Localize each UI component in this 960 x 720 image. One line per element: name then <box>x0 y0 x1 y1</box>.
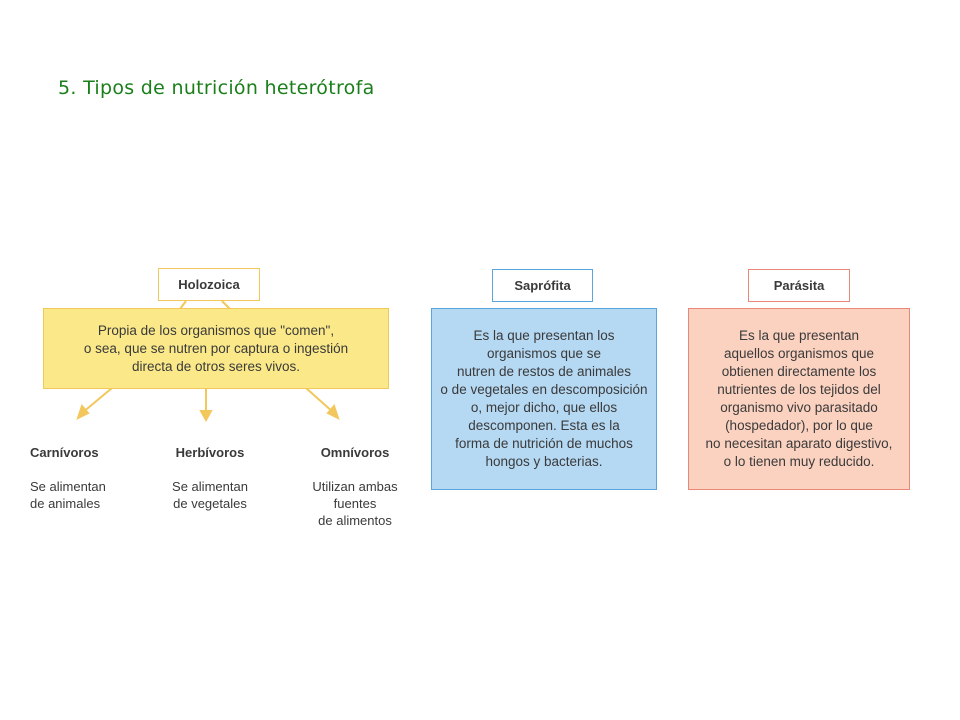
subtype-text: Se alimentan de vegetales <box>172 479 248 511</box>
holozoica-description: Propia de los organismos que "comen", o sea, que se nutren por captura o ingestión directa de otros seres vivos. <box>43 308 389 389</box>
subtype-omnivoros <box>300 427 410 529</box>
subtype-text: Se alimentan de animales <box>30 479 106 511</box>
subtype-text: Utilizan ambas fuentes de alimentos <box>312 479 398 528</box>
saprofita-description: Es la que presentan los organismos que se nutren de restos de animales o de vegetales en descomposición o, mejor dicho, que ellos descomponen. Esta es la forma de nutrición de muchos hongos y bacterias. <box>431 308 657 490</box>
parasita-description: Es la que presentan aquellos organismos que obtienen directamente los nutrientes de los tejidos del organismo vivo parasitado (hospedador), por lo que no necesitan aparato digestivo, o lo tienen muy reducido. <box>688 308 910 490</box>
slide-title: 5. Tipos de nutrición heterótrofa <box>58 77 375 99</box>
subtype-title: Carnívoros <box>30 445 99 460</box>
saprofita-label: Saprófita <box>492 269 593 302</box>
subtype-herbivoros <box>160 427 260 512</box>
subtype-carnivoros <box>30 427 106 512</box>
subtype-arrows <box>78 388 338 420</box>
subtype-title: Omnívoros <box>320 445 390 460</box>
subtype-title: Herbívoros <box>175 445 245 460</box>
parasita-label: Parásita <box>748 269 850 302</box>
holozoica-label: Holozoica <box>158 268 260 301</box>
